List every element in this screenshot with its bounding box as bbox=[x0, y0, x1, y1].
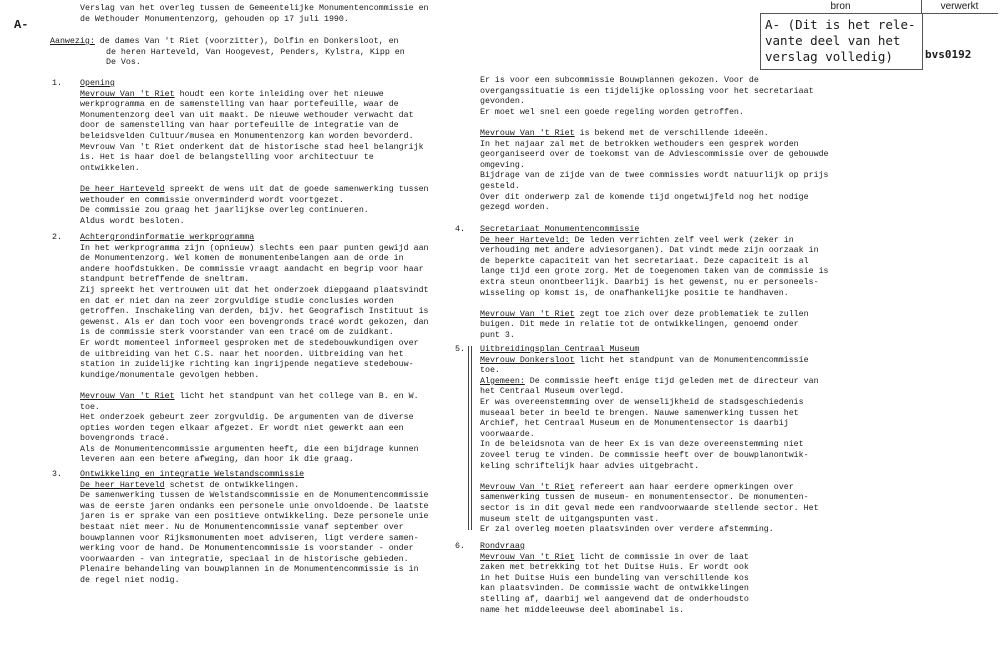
section-3 bbox=[80, 470, 429, 587]
speaker: De heer Harteveld bbox=[80, 480, 165, 490]
text-line: wethouder en commissie onverminderd wordt voortgezet. bbox=[80, 195, 344, 205]
section-heading: Uitbreidingsplan Centraal Museum bbox=[480, 345, 640, 354]
text-line: was de eerste jaren ondanks een personele unie onvoldoende. De laatste bbox=[80, 501, 429, 511]
text-line: extra steun onontbeerlijk. Daarbij is het gewenst, nu er personeels- bbox=[480, 277, 819, 287]
text-line: Als de Monumentencommissie argumenten heeft, die een bijdrage kunnen bbox=[80, 444, 419, 454]
text-line: gezegd worden. bbox=[480, 203, 550, 213]
text-line: Archief, het Centraal Museum en de Monumentensector is daarbij bbox=[480, 419, 789, 429]
text-line: andere hoofdstukken. De commissie vraagt aandacht en begrip voor haar bbox=[80, 264, 424, 274]
text-line: keling schriftelijk haar advies uitgebracht. bbox=[480, 461, 700, 471]
text-line: kundige/monumentale gevolgen hebben. bbox=[80, 370, 260, 380]
text-line: station in zuidelijke richting kan ingrijpende negatieve stedebouw- bbox=[80, 360, 414, 370]
text-line: In de beleidsnota van de heer Ex is van deze overeenstemming niet bbox=[480, 440, 804, 450]
speaker: Mevrouw Van 't Riet bbox=[80, 391, 175, 401]
text-line: voorwaarden - van integratie, speciaal in de historische gebieden. bbox=[80, 554, 409, 564]
section-heading: Secretariaat Monumentencommissie bbox=[480, 225, 640, 234]
text-line: Over dit onderwerp zal de komende tijd ongetwijfeld nog het nodige bbox=[480, 192, 809, 202]
text-line: zegt toe zich over deze problematiek te zullen bbox=[574, 309, 809, 319]
speaker: De heer Harteveld: bbox=[480, 235, 570, 245]
text-line: werking voor de hand. De Monumentencommissie is voorstander - onder bbox=[80, 544, 414, 554]
text-line: de uitbreiding van het C.S. naar het noorden. Uitbreiding van het bbox=[80, 349, 404, 359]
speaker: Mevrouw Van 't Riet bbox=[480, 309, 575, 319]
handwritten-note: A- (Dit is het rele- vante deel van het verslag volledig) bbox=[765, 17, 916, 64]
text-line: Aldus wordt besloten. bbox=[80, 216, 185, 226]
text-line: Zij spreekt het vertrouwen uit dat het onderzoek diepgaand plaatsvindt bbox=[80, 285, 429, 295]
text-line: getroffen. Inschakeling van derden, bijv. het Geografisch Instituut is bbox=[80, 307, 429, 317]
text-line: licht het standpunt van het college van B. en W. bbox=[174, 391, 419, 401]
speaker: Mevrouw Van 't Riet bbox=[480, 552, 575, 562]
text-line: refereert aan haar eerdere opmerkingen over bbox=[574, 482, 794, 492]
text-line: punt 3. bbox=[480, 330, 515, 340]
text-line: bouwplannen voor Rijksmonumenten moet adviseren, ligt verdere samen- bbox=[80, 533, 419, 543]
bron-label: bron bbox=[760, 0, 922, 14]
section-3-continued bbox=[480, 76, 829, 214]
text-line: zaken met betrekking tot het Duitse Huis. Er wordt ook bbox=[480, 563, 749, 573]
text-line: museum stelt de uitgangspunten vast. bbox=[480, 514, 660, 524]
speaker: Mevrouw Donkersloot bbox=[480, 355, 575, 365]
text-line: verhouding met andere adviesorganen). Dat vindt mede zijn oorzaak in bbox=[480, 246, 819, 256]
text-line: In het najaar zal met de betrokken wethouders een gesprek worden bbox=[480, 139, 799, 149]
text-line: name het middeleeuwse deel abominabel is. bbox=[480, 605, 685, 615]
section-1 bbox=[80, 79, 429, 227]
section-number: 3. bbox=[52, 470, 62, 479]
attendees-line: de dames Van 't Riet (voorzitter), Dolfin en Donkersloot, en bbox=[94, 37, 399, 46]
text-line: en dat er niet dan na zeer zorgvuldige studie conclusies worden bbox=[80, 296, 394, 306]
text-line: opties worden tegen elkaar afgezet. Er wordt niet gewerkt aan een bbox=[80, 423, 404, 433]
text-line: het Centraal Museum overlegd. bbox=[480, 387, 625, 397]
section-heading: Opening bbox=[80, 79, 115, 88]
section-heading: Rondvraag bbox=[480, 542, 525, 551]
section-2 bbox=[80, 233, 429, 466]
margin-bar bbox=[468, 346, 469, 530]
text-line: wisseling op komst is, de onafhankelijke positie te handhaven. bbox=[480, 288, 789, 298]
text-line: licht de commissie in over de laat bbox=[574, 552, 749, 562]
text-line: de Monumentenzorg. Wel komen de monumentenbelangen aan de orde in bbox=[80, 254, 404, 264]
speaker: Mevrouw Van 't Riet bbox=[480, 128, 575, 138]
speaker: De heer Harteveld bbox=[80, 184, 165, 194]
speaker: Mevrouw Van 't Riet bbox=[80, 89, 175, 99]
text-line: Het onderzoek gebeurt zeer zorgvuldig. De argumenten van de diverse bbox=[80, 413, 414, 423]
text-line: overgangssituatie is een tijdelijke oplossing voor het secretariaat bbox=[480, 86, 814, 96]
attendees-block bbox=[50, 37, 405, 69]
text-line: licht het standpunt van de Monumentencommissie bbox=[574, 355, 809, 365]
text-line: voorwaarde. bbox=[480, 429, 535, 439]
margin-bar bbox=[471, 346, 472, 530]
label: Algemeen: bbox=[480, 376, 525, 386]
section-number: 1. bbox=[52, 79, 62, 88]
section-heading: Ontwikkeling en integratie Welstandscommissie bbox=[80, 470, 305, 479]
text-line: houdt een korte inleiding over het nieuwe bbox=[174, 89, 384, 99]
text-line: toe. bbox=[480, 366, 500, 376]
handwritten-note-box bbox=[760, 13, 923, 70]
text-line: gesteld. bbox=[480, 181, 520, 191]
text-line: samenwerking tussen de museum- en monumentensector. De monumenten- bbox=[480, 493, 809, 503]
text-line: Bijdrage van de zijde van de twee commissies wordt natuurlijk op prijs bbox=[480, 171, 829, 181]
text-line: Er zal overleg moeten plaatsvinden over verdere afstemming. bbox=[480, 525, 774, 535]
text-line: bestaat niet meer. Nu de Monumentencommissie vanaf september over bbox=[80, 522, 404, 532]
text-line: Er wordt momenteel informeel gesproken met de stedebouwkundigen over bbox=[80, 338, 419, 348]
text-line: beleidsvelden Cultuur/musea en Monumentenzorg kan worden bevorderd. bbox=[80, 131, 414, 141]
text-line: bovengronds tracé. bbox=[80, 434, 170, 444]
text-line: ontwikkelen. bbox=[80, 163, 140, 173]
verwerkt-label: verwerkt bbox=[921, 0, 998, 14]
aanwezig-label: Aanwezig: bbox=[50, 37, 95, 46]
margin-mark: A- bbox=[14, 18, 29, 32]
title-line: Verslag van het overleg tussen de Gemeentelijke Monumentencommissie en bbox=[80, 4, 429, 13]
section-number: 5. bbox=[455, 345, 465, 354]
text-line: lange tijd een grote zorg. Met de toegenomen taken van de commissie is bbox=[480, 267, 829, 277]
section-number: 6. bbox=[455, 542, 465, 551]
text-line: gewenst. Als er dan toch voor een bovengronds tracé wordt gekozen, dan bbox=[80, 317, 429, 327]
text-line: kan plaatsvinden. De commissie wacht de ontwikkelingen bbox=[480, 584, 749, 594]
text-line: toe. bbox=[80, 402, 100, 412]
text-line: Monumentenzorg deel van uit maakt. De nieuwe wethouder verwacht dat bbox=[80, 110, 414, 120]
text-line: In het werkprogramma zijn (opnieuw) slechts een paar punten gewijd aan bbox=[80, 243, 429, 253]
attendees-line: de heren Harteveld, Van Hoogevest, Penders, Kylstra, Kipp en bbox=[106, 47, 405, 57]
text-line: zoveel terug te vinden. De commissie heeft over de bouwplanontwik- bbox=[480, 450, 809, 460]
text-line: buigen. Dit mede in relatie tot de ontwikkelingen, genoemd onder bbox=[480, 320, 799, 330]
text-line: De samenwerking tussen de Welstandscommissie en de Monumentencommissie bbox=[80, 491, 429, 501]
text-line: Er is voor een subcommissie Bouwplannen gekozen. Voor de bbox=[480, 76, 759, 85]
text-line: Mevrouw Van 't Riet onderkent dat de historische stad heel belangrijk bbox=[80, 142, 424, 152]
text-line: stelling af, daarbij wel aangevend dat de onderhoudsto bbox=[480, 594, 749, 604]
section-5 bbox=[480, 345, 819, 536]
section-6 bbox=[480, 542, 749, 616]
text-line: Plenaire behandeling van bouwplannen in de Monumentencommissie is in bbox=[80, 565, 419, 575]
text-line: gevonden. bbox=[480, 97, 525, 107]
text-line: leveren aan een betere afweging, dan hoor ik die graag. bbox=[80, 455, 354, 465]
text-line: werkprogramma en de samenstelling van haar portefeuille, waar de bbox=[80, 100, 399, 110]
text-line: De commissie heeft enige tijd geleden met de directeur van bbox=[524, 376, 819, 386]
text-line: jaren is er sprake van een positieve ontwikkeling. Deze personele unie bbox=[80, 512, 429, 522]
text-line: De leden verrichten zelf veel werk (zeker in bbox=[569, 235, 794, 245]
archive-code: bvs0192 bbox=[925, 48, 972, 61]
report-title bbox=[80, 4, 429, 25]
text-line: is. Het is haar doel de belangstelling voor architectuur te bbox=[80, 153, 374, 163]
section-heading: Achtergrondinformatie werkprogramma bbox=[80, 233, 255, 242]
text-line: standpunt betreffende de sneltram. bbox=[80, 275, 250, 285]
section-4 bbox=[480, 225, 829, 342]
text-line: museaal beter in beeld te brengen. Nauwe samenwerking tussen het bbox=[480, 408, 799, 418]
section-number: 2. bbox=[52, 233, 62, 242]
text-line: is de commissie sterk voorstander van een tracé om de zuidkant. bbox=[80, 328, 394, 338]
section-number: 4. bbox=[455, 225, 465, 234]
archive-stamp-box bbox=[760, 0, 998, 70]
text-line: schetst de ontwikkelingen. bbox=[164, 480, 300, 490]
text-line: sector is in dit geval mede een randvoorwaarde stellende sector. Het bbox=[480, 503, 819, 513]
text-line: georganiseerd over de toekomst van de Adviescommissie over de gebouwde bbox=[480, 150, 829, 160]
text-line: door de samenstelling van haar portefeuille de integratie van de bbox=[80, 121, 399, 131]
speaker: Mevrouw Van 't Riet bbox=[480, 482, 575, 492]
text-line: is bekend met de verschillende ideeën. bbox=[574, 128, 769, 138]
text-line: omgeving. bbox=[480, 160, 525, 170]
text-line: Er moet wel snel een goede regeling worden getroffen. bbox=[480, 107, 744, 117]
text-line: in het Duitse Huis een bundeling van verschillende kos bbox=[480, 573, 749, 583]
text-line: De commissie zou graag het jaarlijkse overleg continueren. bbox=[80, 206, 369, 216]
attendees-line: De Vos. bbox=[106, 58, 141, 68]
title-line: de Wethouder Monumentenzorg, gehouden op 17 juli 1990. bbox=[80, 14, 349, 24]
text-line: de beperkte capaciteit van het secretariaat. Deze capaciteit is al bbox=[480, 256, 809, 266]
text-line: de regel niet nodig. bbox=[80, 575, 180, 585]
text-line: spreekt de wens uit dat de goede samenwerking tussen bbox=[164, 184, 429, 194]
text-line: Er was overeenstemming over de wenselijkheid de stadsgeschiedenis bbox=[480, 397, 804, 407]
